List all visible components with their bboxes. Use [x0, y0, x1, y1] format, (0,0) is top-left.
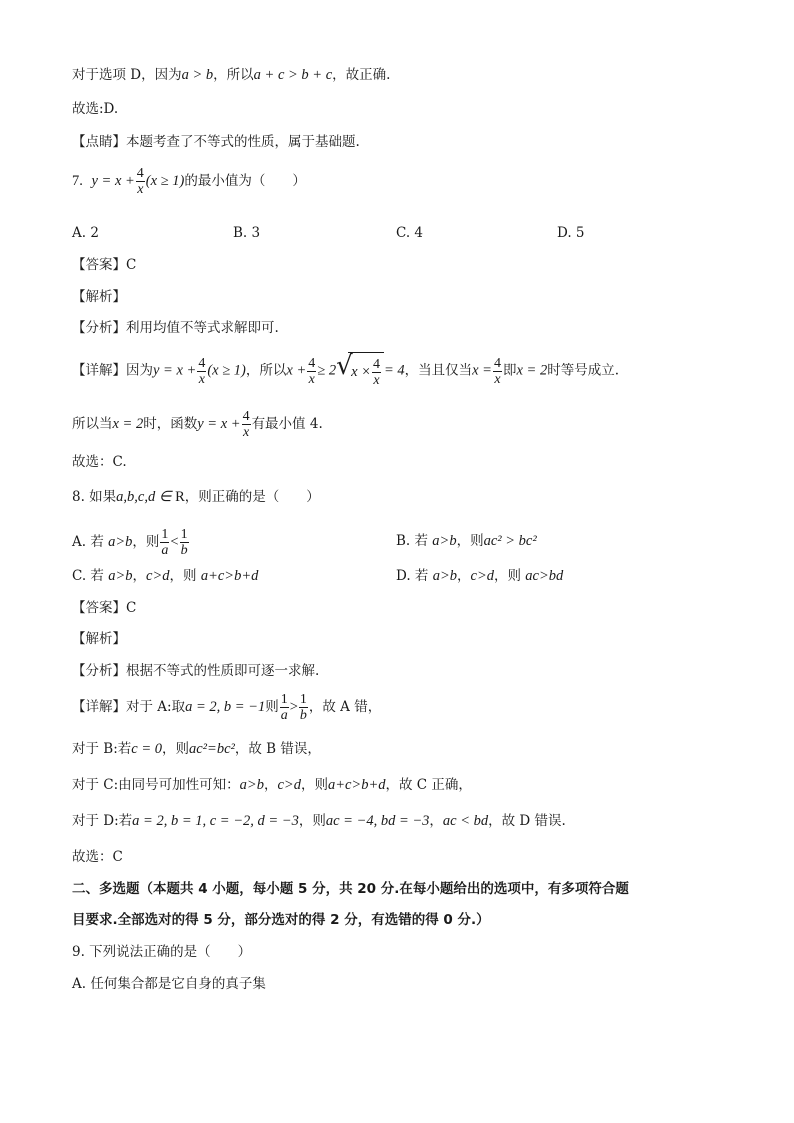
q7-option-d: D. 5	[557, 225, 585, 241]
q8-detail-c: 对于 C:由同号可加性可知：a>b，c>d，则a+c>b+d，故 C 正确，	[72, 777, 472, 793]
q9-option-a: A. 任何集合都是它自身的真子集	[72, 976, 266, 992]
question-7: 7. y = x + $\frac{4}{x}$ (x ≥ 1)的最小值为（ ）	[72, 166, 306, 197]
fraction: $\frac{4}{x}$	[493, 355, 501, 387]
q8-option-b: B. 若 a>b，则ac² > bc²	[396, 533, 537, 549]
question-8: 8. 如果a,b,c,d ∈ R，则正确的是（ ）	[72, 489, 320, 505]
fraction: $\frac{4}{x}$	[198, 355, 206, 387]
section-2-heading-line-1: 二、多选题（本题共 4 小题，每小题 5 分，共 20 分.在每小题给出的选项中，有多项符合题	[72, 881, 629, 897]
fraction: $\frac{1}{a}$	[161, 527, 169, 558]
q7-answer: 【答案】C	[72, 257, 137, 273]
fraction: $\frac{4}{x}$	[308, 355, 316, 387]
fraction: $\frac{4}{x}$	[242, 409, 250, 440]
section-2-heading-line-2: 目要求.全部选对的得 5 分，部分选对的得 2 分，有选错的得 0 分.）	[72, 912, 490, 928]
fraction: $\frac{4}{x}$	[372, 357, 380, 388]
text-line-dianjing: 【点睛】本题考查了不等式的性质，属于基础题.	[72, 134, 360, 150]
fraction: $\frac{1}{b}$	[180, 527, 188, 558]
question-9: 9. 下列说法正确的是（ ）	[72, 944, 252, 960]
fraction: $\frac{1}{a}$	[280, 692, 288, 723]
q8-answer: 【答案】C	[72, 600, 137, 616]
q7-choose: 故选：C.	[72, 454, 127, 470]
q8-option-a: A. 若 a>b，则 $\frac{1}{a}$ < $\frac{1}{b}$	[72, 527, 188, 558]
q7-fenxi: 【分析】利用均值不等式求解即可.	[72, 320, 279, 336]
q8-choose: 故选：C	[72, 849, 123, 865]
text-line-choose-d: 故选:D.	[72, 101, 119, 117]
square-root: √ x × $\frac{4}{x}$	[336, 352, 384, 390]
q7-conclusion: 所以当x = 2时，函数y = x + $\frac{4}{x}$ 有最小值 4.	[72, 409, 323, 440]
q8-fenxi: 【分析】根据不等式的性质即可逐一求解.	[72, 663, 320, 679]
q8-detail-b: 对于 B:若c = 0，则ac²=bc²，故 B 错误，	[72, 741, 321, 757]
q8-option-c: C. 若 a>b，c>d，则 a+c>b+d	[72, 568, 259, 584]
q7-jiexi: 【解析】	[72, 289, 126, 305]
q8-detail-d: 对于 D:若a = 2, b = 1, c = −2, d = −3，则ac = −4, bd = −3，ac < bd，故 D 错误.	[72, 813, 566, 829]
q8-option-d: D. 若 a>b，c>d，则 ac>bd	[396, 568, 564, 584]
q8-jiexi: 【解析】	[72, 631, 126, 647]
fraction: $\frac{1}{b}$	[299, 692, 307, 723]
q7-option-b: B. 3	[233, 225, 261, 241]
fraction: $\frac{4}{x}$	[136, 166, 144, 197]
q7-option-c: C. 4	[396, 225, 424, 241]
q7-option-a: A. 2	[72, 225, 99, 241]
text-line-option-d: 对于选项 D，因为a > b，所以a + c > b + c，故正确.	[72, 67, 391, 83]
q8-detail-a: 【详解】对于 A:取a = 2, b = −1则 $\frac{1}{a}$ > $\frac{1}{b}$ ，故 A 错，	[72, 692, 382, 723]
q7-detail: 【详解】因为y = x + $\frac{4}{x}$ (x ≥ 1)，所以x + $\frac{4}{x}$ ≥ 2 √ x × $\frac{4}{x}$ = 4，当且仅当x = $\frac{4}{x}$ 即x = 2时等号成立.	[72, 351, 620, 388]
